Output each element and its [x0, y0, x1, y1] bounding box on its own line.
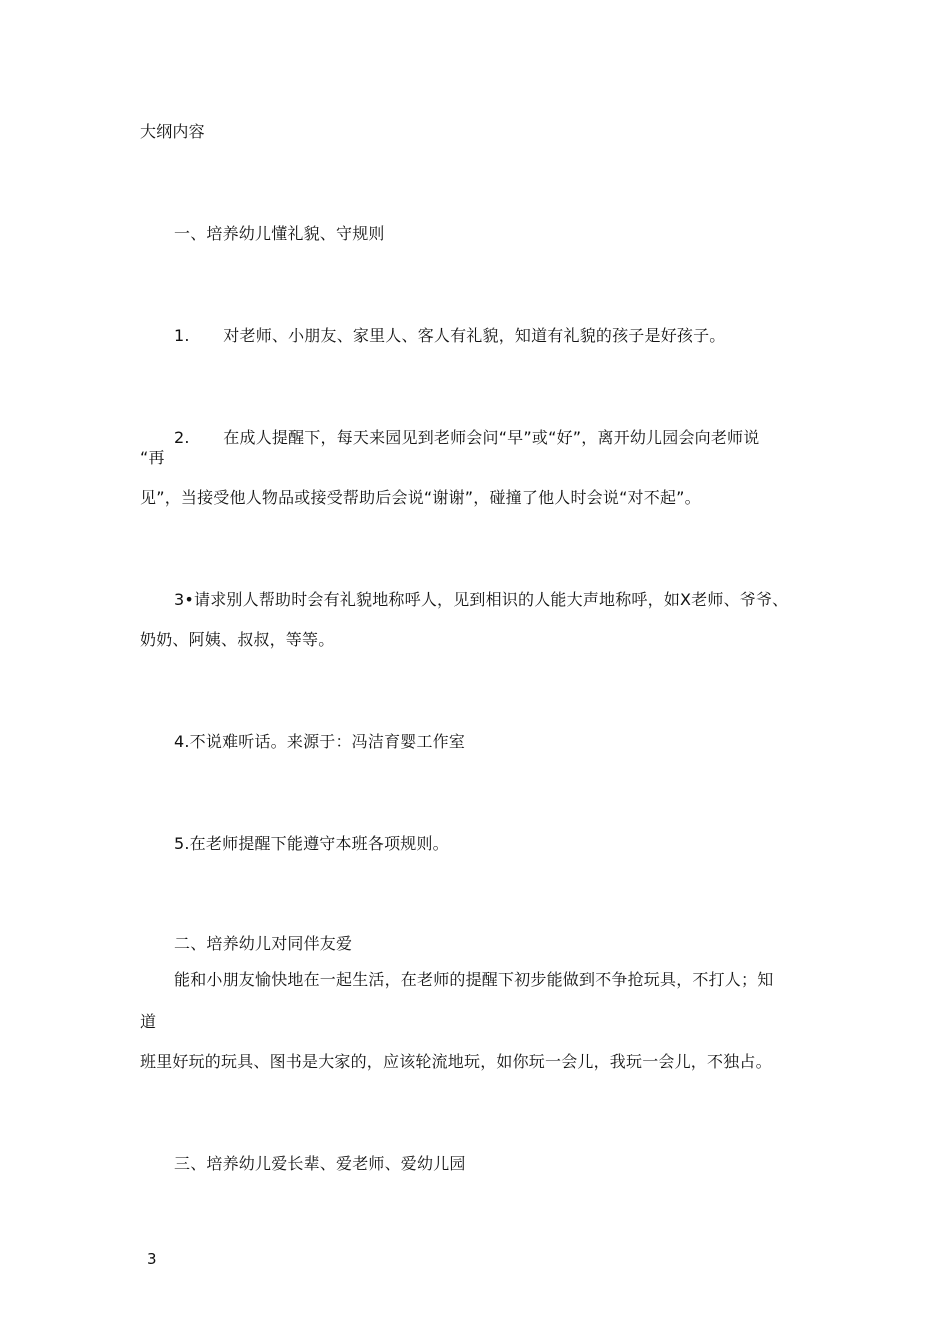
outline-title: 大纲内容: [140, 122, 205, 141]
section-1-item-2-line-3: 见”，当接受他人物品或接受帮助后会说“谢谢”，碰撞了他人时会说“对不起”。: [140, 488, 701, 507]
page-number: 3: [147, 1250, 157, 1268]
item-1-number: 1.: [174, 326, 190, 345]
section-2-heading: 二、培养幼儿对同伴友爱: [174, 934, 353, 953]
section-1-item-3-line-2: 奶奶、阿姨、叔叔，等等。: [140, 630, 335, 649]
section-2-line-2: 道: [140, 1012, 157, 1031]
item-2-number: 2.: [174, 428, 190, 447]
section-1-item-4: 4.不说难听话。来源于：冯洁育婴工作室: [174, 732, 466, 751]
item-2-text-line-1: 在成人提醒下，每天来园见到老师会问“早”或“好”，离开幼儿园会向老师说: [223, 428, 760, 447]
section-2-line-1: 能和小朋友愉快地在一起生活，在老师的提醒下初步能做到不争抢玩具，不打人；知: [174, 970, 774, 989]
section-1-item-2-line-2: “再: [140, 448, 165, 467]
section-1-item-3-line-1: 3•请求别人帮助时会有礼貌地称呼人，见到相识的人能大声地称呼，如X老师、爷爷、: [174, 590, 789, 609]
section-1-item-1: [174, 326, 726, 346]
section-1-heading: 一、培养幼儿懂礼貌、守规则: [174, 224, 385, 243]
section-1-item-2-line-1: [174, 428, 759, 448]
section-2-line-3: 班里好玩的玩具、图书是大家的，应该轮流地玩，如你玩一会儿，我玩一会儿，不独占。: [140, 1052, 772, 1071]
section-1-item-5: 5.在老师提醒下能遵守本班各项规则。: [174, 834, 449, 853]
section-3-heading: 三、培养幼儿爱长辈、爱老师、爱幼儿园: [174, 1154, 466, 1173]
item-1-text: 对老师、小朋友、家里人、客人有礼貌，知道有礼貌的孩子是好孩子。: [223, 326, 726, 345]
